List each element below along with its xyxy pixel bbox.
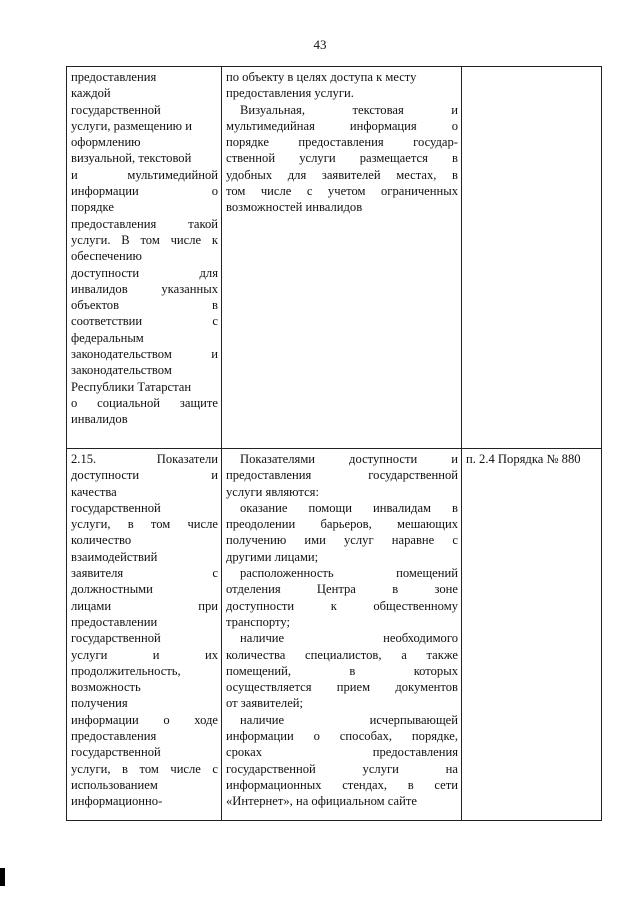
text-line: помещений, в которых <box>226 663 458 678</box>
text-line: продолжительность, <box>71 663 181 678</box>
text-line: Республики Татарстан <box>71 379 192 394</box>
text-line: информации о ходе <box>71 712 218 727</box>
text-line: услуги и их <box>71 647 218 662</box>
text-line: визуальной, текстовой <box>71 151 192 166</box>
text-line: предоставления <box>71 729 157 744</box>
text-line: предоставления услуги. <box>226 86 354 101</box>
text-line: предоставления <box>71 70 157 84</box>
table-row <box>67 449 602 821</box>
text-line: количества специалистов, а также <box>226 647 458 662</box>
text-line: наличие исчерпывающей <box>240 712 458 727</box>
text-line: мультимедийная информация о <box>226 118 458 133</box>
text-line: каждой <box>71 86 111 101</box>
text-line: том числе с учетом ограниченных <box>226 184 458 199</box>
row1-reference-cell <box>462 67 602 449</box>
text-line: предоставления такой <box>71 216 218 231</box>
text-line: преодолении барьеров, мешающих <box>226 517 458 532</box>
text-line: удобных для заявителей местах, в <box>226 167 458 182</box>
text-line: объектов в <box>71 298 218 313</box>
text-line: порядке предоставления государ- <box>226 135 458 150</box>
scan-edge-mark <box>0 868 5 886</box>
text-line: доступности и <box>71 468 218 483</box>
text-line: взаимодействий <box>71 549 158 564</box>
text-line: федеральным <box>71 330 144 345</box>
text-line: получения <box>71 696 128 711</box>
text-line: порядке <box>71 200 114 215</box>
text-line: информации о способах, порядке, <box>226 729 458 744</box>
text-line: оказание помощи инвалидам в <box>240 500 458 515</box>
text-line: 2.15. Показатели <box>71 452 218 466</box>
page-number: 43 <box>313 37 327 52</box>
text-line: качества <box>71 484 117 499</box>
text-line: лицами при <box>71 598 218 613</box>
row1-content-cell <box>222 67 462 449</box>
table-row <box>67 67 602 449</box>
text-line: сроках предоставления <box>226 745 458 760</box>
text-line: государственной <box>71 745 161 760</box>
text-line: должностными <box>71 582 153 597</box>
text-line: информации о <box>71 184 218 199</box>
text-line: расположенность помещений <box>240 566 458 581</box>
text-line: Визуальная, текстовая и <box>240 102 458 117</box>
text-line: Показателями доступности и <box>240 452 458 466</box>
text-line: получению ими услуг наравне с <box>226 533 458 548</box>
text-line: возможность <box>71 680 141 695</box>
requirements-table <box>66 66 602 821</box>
text-line: отделения Центра в зоне <box>226 582 458 597</box>
text-line: предоставлении <box>71 614 158 629</box>
text-line: государственной <box>71 102 161 117</box>
text-line: доступности для <box>71 265 218 280</box>
text-line: услуги. В том числе к <box>71 232 218 247</box>
text-line: государственной <box>71 500 161 515</box>
text-line: «Интернет», на официальном сайте <box>226 794 417 809</box>
text-line: услуги являются: <box>226 484 319 499</box>
text-line: информационных стендах, в сети <box>226 777 458 792</box>
text-line: соответствии с <box>71 314 218 329</box>
text-line: законодательством и <box>71 347 218 362</box>
text-line: количество <box>71 533 132 548</box>
text-line: услуги, в том числе с <box>71 761 218 776</box>
text-line: государственной услуги на <box>226 761 458 776</box>
text-line: инвалидов <box>71 412 128 427</box>
text-line: о социальной защите <box>71 395 218 410</box>
row2-content-cell <box>222 449 462 821</box>
row1-requirement-cell <box>67 67 222 449</box>
text-line: услуги, размещению и <box>71 118 192 133</box>
text-line: информационно- <box>71 794 163 809</box>
text-line: по объекту в целях доступа к месту <box>226 70 417 84</box>
text-line: заявителя с <box>71 566 218 581</box>
text-line: использованием <box>71 777 158 792</box>
text-line: транспорту; <box>226 614 291 629</box>
text-line: осуществляется прием документов <box>226 680 458 695</box>
text-line: ственной услуги размещается в <box>226 151 458 166</box>
text-line: другими лицами; <box>226 549 319 564</box>
text-line: оформлению <box>71 135 141 150</box>
text-line: законодательством <box>71 363 172 378</box>
text-line: обеспечению <box>71 249 142 264</box>
text-line: услуги, в том числе <box>71 517 218 532</box>
text-line: наличие необходимого <box>240 631 458 646</box>
text-line: от заявителей; <box>226 696 304 711</box>
text-line: инвалидов указанных <box>71 281 218 296</box>
text-line: доступности к общественному <box>226 598 458 613</box>
text-line: возможностей инвалидов <box>226 200 363 215</box>
row2-reference-cell: п. 2.4 Порядка № 880 <box>462 449 602 821</box>
text-line: предоставления государственной <box>226 468 458 483</box>
row2-requirement-cell <box>67 449 222 821</box>
text-line: государственной <box>71 631 161 646</box>
text-line: и мультимедийной <box>71 167 218 182</box>
